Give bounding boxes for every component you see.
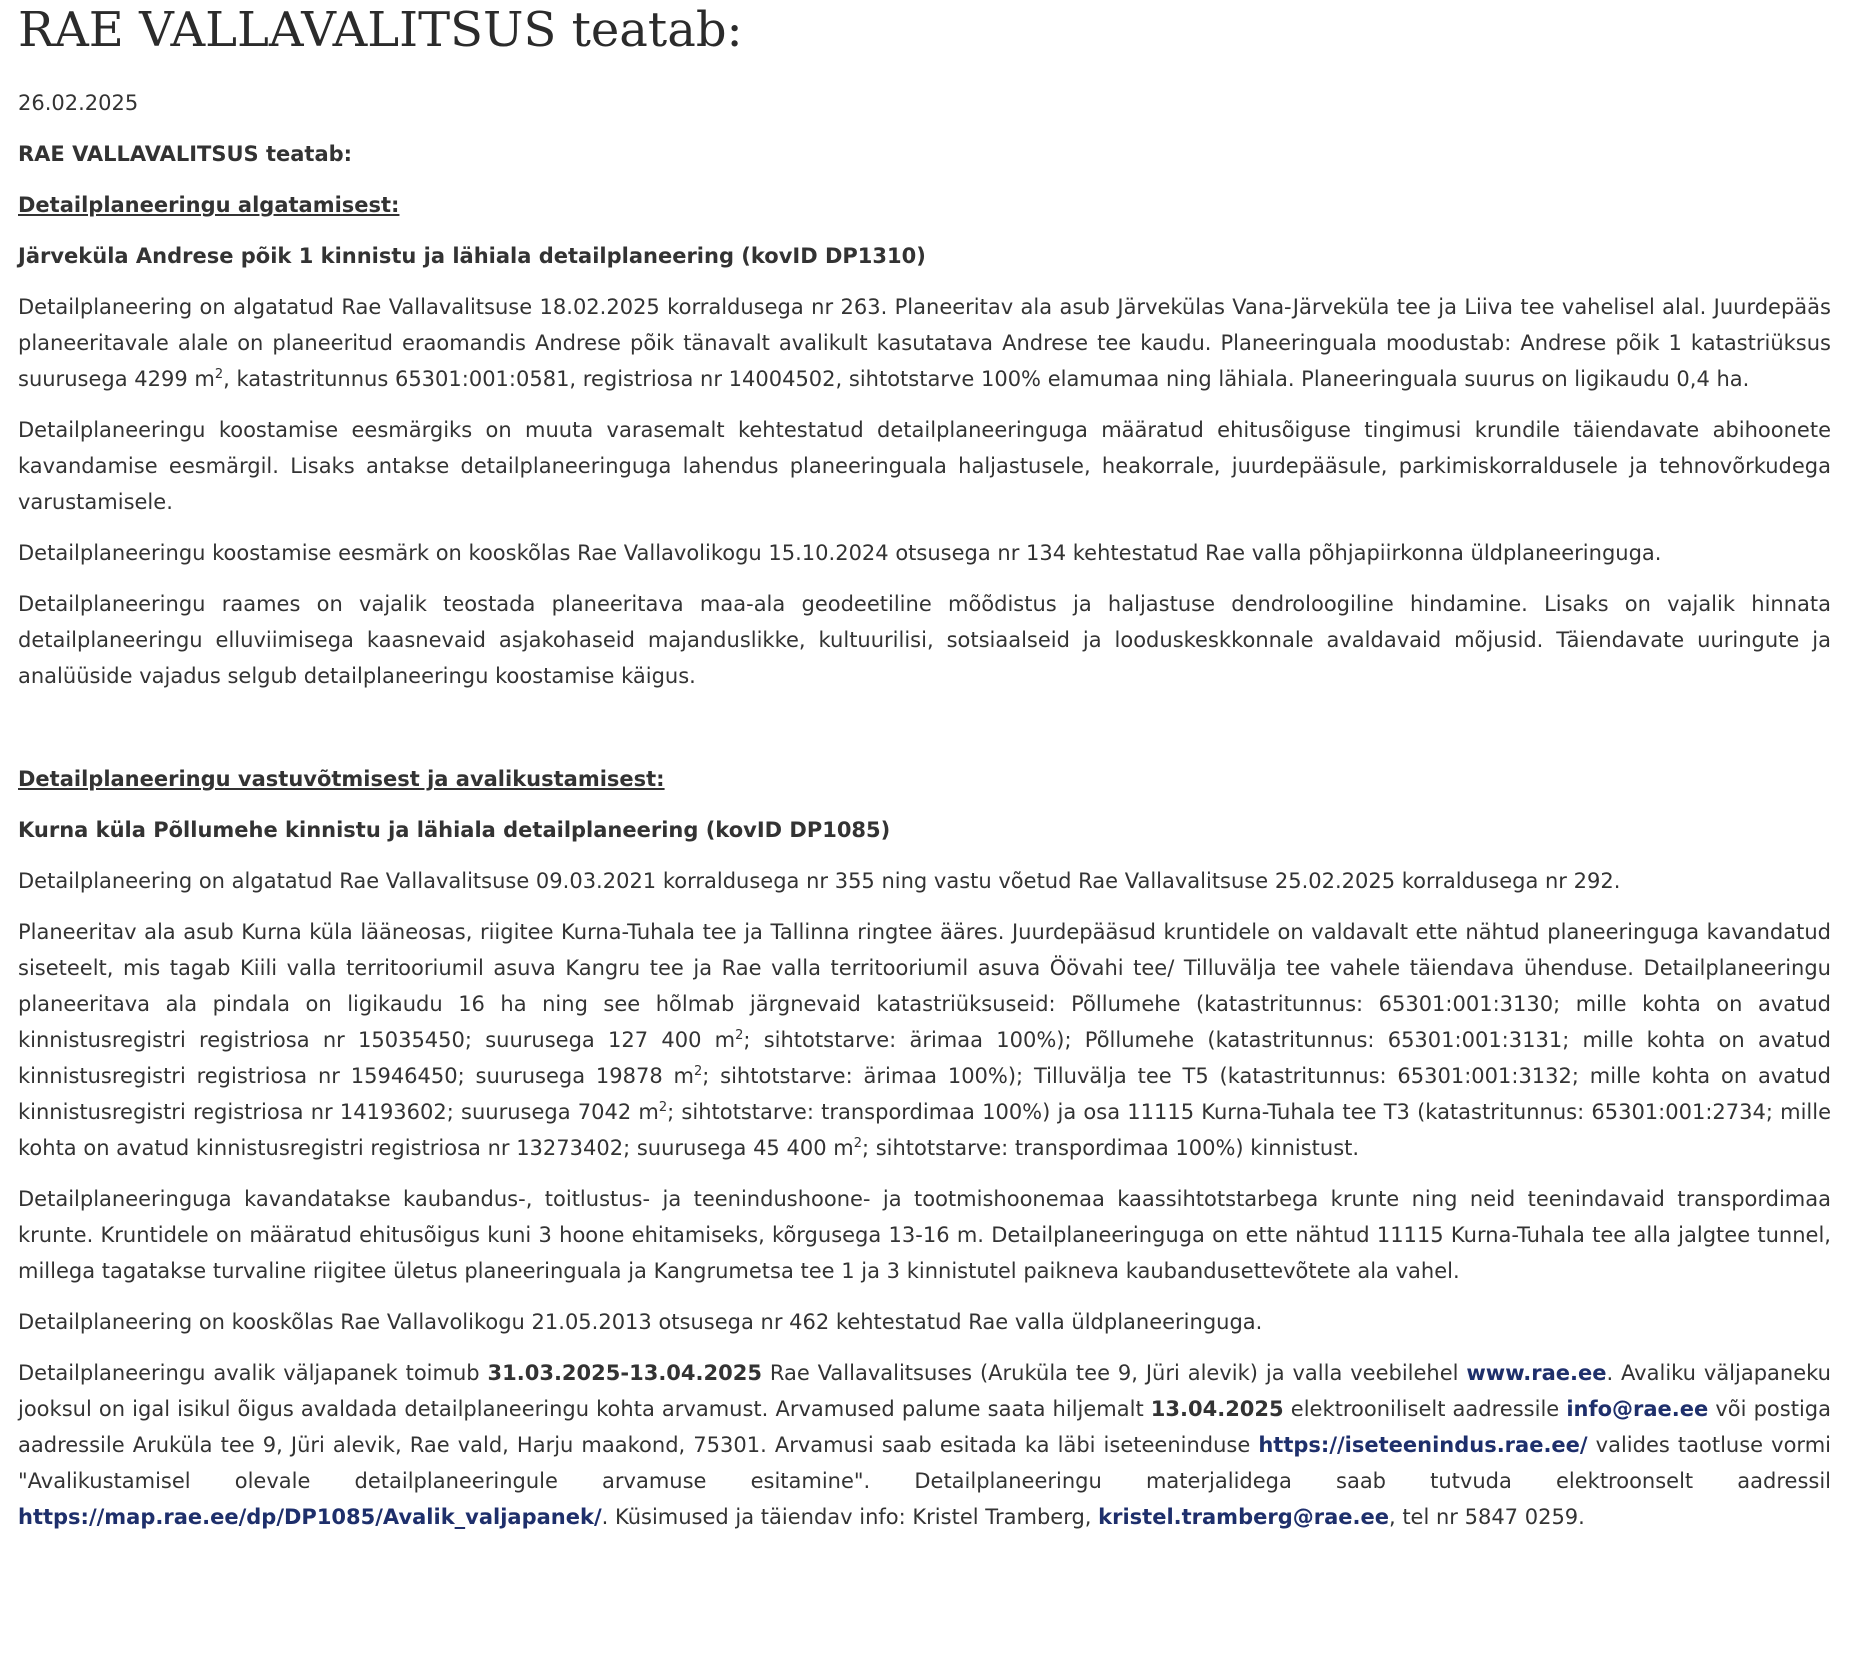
text-fragment: Planeeritav ala asub Kurna küla lääneosas, riigitee Kurna-Tuhala tee ja Tallinna ringtee ääres. Juurdepääsud kruntidele on valdavalt ette nähtud planeeringuga kavandatud siseteelt, mis tagab Kiili valla territooriumil asuva Kangru tee ja Rae valla territooriumil asuva Öövahi tee/ Tilluvälja tee vahele täiendava ühenduse. Detailplaneeringu planeeritava ala pindala on ligikaudu 16 ha ning see hõlmab järgnevaid katastriüksuseid: Põllumehe (katastritunnus: 65301:001:3130; mille kohta on avatud kinnistusregistri registriosa nr 15035450; suurusega 127 400 m: [18, 920, 1831, 1052]
superscript: 2: [853, 1136, 862, 1151]
superscript: 2: [735, 1028, 744, 1043]
text-fragment: ; sihtotstarve: transpordimaa 100%) kinnistust.: [861, 1136, 1360, 1160]
paragraph: [18, 914, 1831, 1166]
superscript: 2: [658, 1100, 668, 1115]
text-fragment: või postiga aadressile Aruküla tee 9, Jüri alevik, Rae vald, Harju maakond, 75301. Arvamusi saab esitada ka läbi iseteeninduse: [18, 1397, 1831, 1457]
display-period: 31.03.2025-13.04.2025: [487, 1361, 762, 1385]
page-title: RAE VALLAVALITSUS teatab:: [18, 2, 743, 58]
text-fragment: ; sihtotstarve: transpordimaa 100%) ja osa 11115 Kurna-Tuhala tee T3 (katastritunnus: 65301:001:2734; mille kohta on avatud kinnistusregistri registriosa nr 13273402; suurusega 45 400 m: [18, 1100, 1831, 1160]
superscript: 2: [693, 1064, 703, 1079]
paragraph: Detailplaneeringuga kavandatakse kaubandus-, toitlustus- ja teenindushoone- ja tootmishoonemaa kaassihtotstarbega krunte ning neid teenindavaid transpordimaa krunte. Kruntidele on määratud ehitusõigus kuni 3 hoone ehitamiseks, kõrgusega 13-16 m. Detailplaneeringuga on ette nähtud 11115 Kurna-Tuhala tee alla jalgtee tunnel, millega tagatakse turvaline riigitee ületus planeeringuala ja Kangrumetsa tee 1 ja 3 kinnistutel paikneva kaubandusettevõtete ala vahel.: [18, 1187, 1831, 1283]
text-fragment: Detailplaneering on algatatud Rae Vallavalitsuse 18.02.2025 korraldusega nr 263. Planeeritav ala asub Järvekülas Vana-Järveküla tee ja Liiva tee vahelisel alal. Juurdepääs planeeritavale alale on planeeritud eraomandis Andrese põik tänavalt avalikult kasutatava Andrese tee kaudu. Planeeringuala moodustab: Andrese põik 1 katastriüksus suurusega 4299 m: [18, 295, 1831, 391]
rae-website-link[interactable]: www.rae.ee: [1466, 1361, 1607, 1385]
section-heading-initiation: Detailplaneeringu algatamisest:: [18, 193, 400, 217]
section-subheading-dp1085: Kurna küla Põllumehe kinnistu ja lähiala detailplaneering (kovID DP1085): [18, 818, 891, 842]
text-fragment: ; sihtotstarve: ärimaa 100%); Põllumehe (katastritunnus: 65301:001:3131; mille kohta on avatud kinnistusregistri registriosa nr 15946450; suurusega 19878 m: [18, 1028, 1831, 1088]
section-heading-adoption: Detailplaneeringu vastuvõtmisest ja avalikustamisest:: [18, 767, 665, 791]
map-materials-link[interactable]: https://map.rae.ee/dp/DP1085/Avalik_valjapanek/: [18, 1505, 602, 1529]
text-fragment: , katastritunnus 65301:001:0581, registriosa nr 14004502, sihtotstarve 100% elamumaa ning lähiala. Planeeringuala suurus on ligikaudu 0,4 ha.: [223, 367, 1750, 391]
publish-date: 26.02.2025: [18, 91, 139, 115]
text-fragment: . Küsimused ja täiendav info: Kristel Tramberg,: [601, 1505, 1099, 1529]
section-subheading-dp1310: Järveküla Andrese põik 1 kinnistu ja lähiala detailplaneering (kovID DP1310): [18, 244, 926, 268]
text-fragment: Detailplaneeringu avalik väljapanek toimub: [18, 1361, 488, 1385]
superscript: 2: [214, 367, 224, 382]
paragraph: [18, 1355, 1831, 1535]
paragraph: Detailplaneeringu koostamise eesmärk on kooskõlas Rae Vallavolikogu 15.10.2024 otsusega nr 134 kehtestatud Rae valla põhjapiirkonna üldplaneeringuga.: [18, 541, 1662, 565]
text-fragment: valides taotluse vormi "Avalikustamisel olevale detailplaneeringule arvamuse esitamine". Detailplaneeringu materjalidega saab tutvuda elektroonselt aadressil: [18, 1433, 1831, 1493]
text-fragment: ; sihtotstarve: ärimaa 100%); Tilluvälja tee T5 (katastritunnus: 65301:001:3132; mille kohta on avatud kinnistusregistri registriosa nr 14193602; suurusega 7042 m: [18, 1064, 1831, 1124]
text-fragment: . Avaliku väljapaneku jooksul on igal isikul õigus avaldada detailplaneeringu kohta arvamust. Arvamused palume saata hiljemalt: [18, 1361, 1831, 1421]
paragraph: Detailplaneering on kooskõlas Rae Vallavolikogu 21.05.2013 otsusega nr 462 kehtestatud Rae valla üldplaneeringuga.: [18, 1310, 1263, 1334]
text-fragment: , tel nr 5847 0259.: [1388, 1505, 1585, 1529]
article: [0, 3, 1849, 1535]
text-fragment: Rae Vallavalitsuses (Aruküla tee 9, Jüri alevik) ja valla veebilehel: [761, 1361, 1467, 1385]
text-fragment: elektrooniliselt aadressile: [1283, 1397, 1567, 1421]
intro-heading: RAE VALLAVALITSUS teatab:: [18, 142, 353, 166]
paragraph: Detailplaneeringu raames on vajalik teostada planeeritava maa-ala geodeetiline mõõdistus ja haljastuse dendroloogiline hindamine. Lisaks on vajalik hinnata detailplaneeringu elluviimisega kaasnevaid asjakohaseid majanduslikke, kultuurilisi, sotsiaalseid ja looduskeskkonnale avaldavaid mõjusid. Täiendavate uuringute ja analüüside vajadus selgub detailplaneeringu koostamise käigus.: [18, 592, 1831, 688]
paragraph: Detailplaneeringu koostamise eesmärgiks on muuta varasemalt kehtestatud detailplaneeringuga määratud ehitusõiguse tingimusi krundile täiendavate abihoonete kavandamise eesmärgil. Lisaks antakse detailplaneeringuga lahendus planeeringuala haljastusele, heakorrale, juurdepääsule, parkimiskorraldusele ja tehnovõrkudega varustamisele.: [18, 418, 1831, 514]
contact-email-link[interactable]: kristel.tramberg@rae.ee: [1098, 1505, 1389, 1529]
info-email-link[interactable]: info@rae.ee: [1566, 1397, 1709, 1421]
self-service-link[interactable]: https://iseteenindus.rae.ee/: [1258, 1433, 1588, 1457]
paragraph: Detailplaneering on algatatud Rae Vallavalitsuse 09.03.2021 korraldusega nr 355 ning vastu võetud Rae Vallavalitsuse 25.02.2025 korraldusega nr 292.: [18, 869, 1621, 893]
section-spacer: [18, 709, 1831, 761]
deadline-date: 13.04.2025: [1150, 1397, 1284, 1421]
paragraph: [18, 289, 1831, 397]
